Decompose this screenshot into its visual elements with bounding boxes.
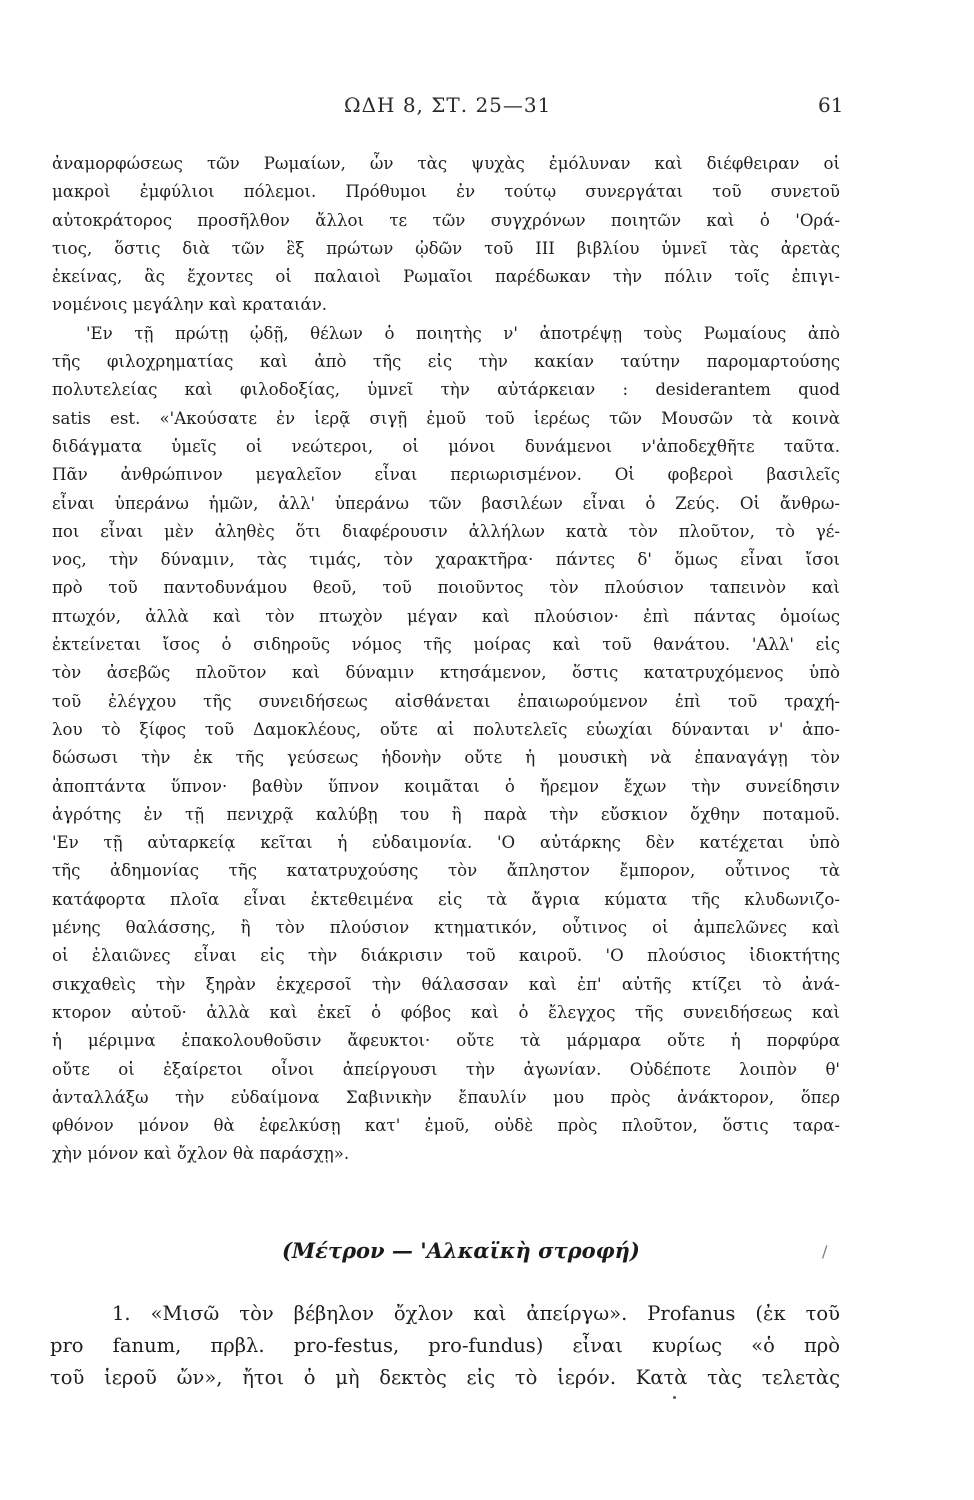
text-line: διδάγματα ὑμεῖς οἱ νεώτεροι, οἱ μόνοι δυνάμενοι ν'ἀποδεχθῆτε ταῦτα. (52, 436, 840, 456)
text-line: κατάφορτα πλοῖα εἶναι ἐκτεθειμένα εἰς τὰ ἄγρια κύματα τῆς κλυδωνιζο- (52, 889, 840, 909)
commentary-notes (50, 1298, 840, 1394)
text-line: ἡ μέριμνα ἐπακολουθοῦσιν ἄφευκτοι· οὔτε τὰ μάρμαρα οὔτε ἡ πορφύρα (52, 1031, 840, 1051)
text-line: νος, τὴν δύναμιν, τὰς τιμάς, τὸν χαρακτῆρα· πάντες δ' ὅμως εἶναι ἴσοι (52, 550, 840, 570)
text-line: χὴν μόνον καὶ ὄχλον θὰ παράσχῃ». (52, 1144, 350, 1164)
ink-speck (673, 1396, 676, 1399)
page-number: 61 (818, 93, 844, 117)
text-line: νομένοις μεγάλην καὶ κραταιάν. (52, 295, 328, 315)
text-line: τιος, ὅστις διὰ τῶν ἓξ πρώτων ᾠδῶν τοῦ III βιβλίου ὑμνεῖ τὰς ἀρετὰς (52, 238, 840, 258)
text-line: τοῦ ἐλέγχου τῆς συνειδήσεως αἰσθάνεται ἐπαιωρούμενον ἐπὶ τοῦ τραχή- (52, 691, 840, 711)
text-line: τῆς φιλοχρηματίας καὶ ἀπὸ τῆς εἰς τὴν κακίαν ταύτην παρομαρτούσης (52, 352, 840, 372)
running-head: ΩΔΗ 8, ΣΤ. 25—31 (344, 93, 552, 117)
page-header (0, 93, 974, 123)
text-line: satis est. «'Ακούσατε ἐν ἱερᾷ σιγῇ ἐμοῦ τοῦ ἱερέως τῶν Μουσῶν τὰ κοινὰ (52, 408, 840, 428)
text-line: οἱ ἐλαιῶνες εἶναι εἰς τὴν διάκρισιν τοῦ καιροῦ. 'Ο πλούσιος ἰδιοκτήτης (52, 946, 840, 966)
text-line: φθόνον μόνον θὰ ἐφελκύσῃ κατ' ἐμοῦ, οὐδὲ πρὸς πλοῦτον, ὅστις ταρα- (52, 1116, 840, 1136)
text-line: δώσωσι τὴν ἐκ τῆς γεύσεως ἡδονὴν οὔτε ἡ μουσικὴ νὰ ἐπαναγάγῃ τὸν (52, 748, 840, 768)
text-line: ἀποπτάντα ὕπνον· βαθὺν ὕπνον κοιμᾶται ὁ ἤρεμον ἔχων τὴν συνείδησιν (52, 776, 840, 796)
section-heading: (Μέτρον — 'Αλκαϊκὴ στροφή) (282, 1238, 640, 1263)
stray-mark: / (822, 1242, 828, 1261)
text-line: ἐκτείνεται ἴσος ὁ σιδηροῦς νόμος τῆς μοίρας καὶ τοῦ θανάτου. 'Αλλ' εἰς (52, 635, 840, 655)
text-line: ποι εἶναι μὲν ἀληθὲς ὅτι διαφέρουσιν ἀλλήλων κατὰ τὸν πλοῦτον, τὸ γέ- (52, 521, 840, 541)
text-line: πολυτελείας καὶ φιλοδοξίας, ὑμνεῖ τὴν αὐτάρκειαν : desiderantem quod (52, 380, 840, 400)
note-line: pro fanum, πρβλ. pro-festus, pro-fundus) εἶναι κυρίως «ὁ πρὸ (50, 1334, 840, 1357)
text-line: τῆς ἀδημονίας τῆς κατατρυχούσης τὸν ἄπληστον ἔμπορον, οὗτινος τὰ (52, 861, 840, 881)
body-text (52, 150, 840, 1169)
text-line: ἀγρότης ἐν τῇ πενιχρᾷ καλύβῃ του ἢ παρὰ τὴν εὔσκιον ὄχθην ποταμοῦ. (52, 804, 840, 824)
note-line: 1. «Μισῶ τὸν βέβηλον ὄχλον καὶ ἀπείργω». Profanus (ἐκ τοῦ (112, 1302, 840, 1325)
text-line: πτωχόν, ἀλλὰ καὶ τὸν πτωχὸν μέγαν καὶ πλούσιον· ἐπὶ πάντας ὁμοίως (52, 606, 840, 626)
text-line: 'Εν τῇ πρώτῃ ᾠδῇ, θέλων ὁ ποιητὴς ν' ἀποτρέψῃ τοὺς Ρωμαίους ἀπὸ (86, 323, 840, 343)
text-line: ἐκείνας, ἃς ἔχοντες οἱ παλαιοὶ Ρωμαῖοι παρέδωκαν τὴν πόλιν τοῖς ἐπιγι- (52, 267, 840, 287)
text-line: Πᾶν ἀνθρώπινον μεγαλεῖον εἶναι περιωρισμένον. Οἱ φοβεροὶ βασιλεῖς (52, 465, 840, 485)
text-line: ἀναμορφώσεως τῶν Ρωμαίων, ὧν τὰς ψυχὰς ἐμόλυναν καὶ διέφθειραν οἱ (52, 154, 840, 173)
text-line: μακροὶ ἐμφύλιοι πόλεμοι. Πρόθυμοι ἐν τούτῳ συνεργάται τοῦ συνετοῦ (52, 182, 840, 202)
text-line: ἀνταλλάξω τὴν εὐδαίμονα Σαβινικὴν ἔπαυλίν μου πρὸς ἀνάκτορον, ὅπερ (52, 1087, 840, 1107)
text-line: 'Εν τῇ αὐταρκείᾳ κεῖται ἡ εὐδαιμονία. 'Ο αὐτάρκης δὲν κατέχεται ὑπὸ (52, 833, 840, 853)
text-line: τὸν ἀσεβῶς πλοῦτον καὶ δύναμιν κτησάμενον, ὅστις κατατρυχόμενος ὑπὸ (52, 663, 840, 683)
text-line: αὐτοκράτορος προσῆλθον ἄλλοι τε τῶν συγχρόνων ποιητῶν καὶ ὁ 'Ορά- (52, 210, 840, 230)
text-line: λου τὸ ξίφος τοῦ Δαμοκλέους, οὔτε αἱ πολυτελεῖς εὐωχίαι δύνανται ν' ἀπο- (52, 719, 840, 739)
text-line: πρὸ τοῦ παντοδυνάμου θεοῦ, τοῦ ποιοῦντος τὸν πλούσιον ταπεινὸν καὶ (52, 578, 840, 598)
text-line: σικχαθεὶς τὴν ξηρὰν ἐκχερσοῖ τὴν θάλασσαν καὶ ἐπ' αὐτῆς κτίζει τὸ ἀνά- (52, 974, 840, 994)
text-line: οὔτε οἱ ἐξαίρετοι οἶνοι ἀπείργουσι τὴν ἀγωνίαν. Οὐδέποτε λοιπὸν θ' (52, 1059, 840, 1079)
text-line: εἶναι ὑπεράνω ἡμῶν, ἀλλ' ὑπεράνω τῶν βασιλέων εἶναι ὁ Ζεύς. Οἱ ἄνθρω- (52, 493, 840, 513)
text-line: μένης θαλάσσης, ἢ τὸν πλούσιον κτηματικόν, οὗτινος οἱ ἀμπελῶνες καὶ (52, 918, 840, 938)
text-line: κτορον αὐτοῦ· ἀλλὰ καὶ ἐκεῖ ὁ φόβος καὶ ὁ ἔλεγχος τῆς συνειδήσεως καὶ (52, 1002, 840, 1022)
note-line: τοῦ ἱεροῦ ὤν», ἤτοι ὁ μὴ δεκτὸς εἰς τὸ ἱερόν. Κατὰ τὰς τελετὰς (50, 1366, 840, 1389)
